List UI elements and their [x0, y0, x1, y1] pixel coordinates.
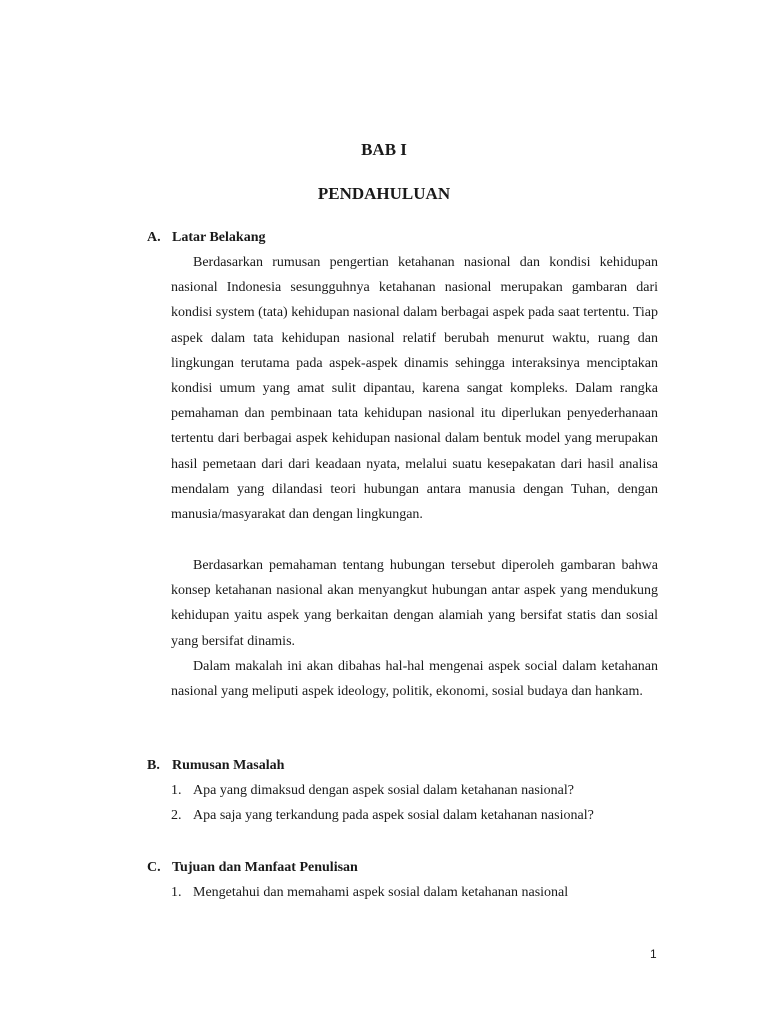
- list-text: Apa yang dimaksud dengan aspek sosial dalam ketahanan nasional?: [193, 783, 574, 798]
- section-c-heading: [147, 860, 358, 876]
- chapter-title: PENDAHULUAN: [317, 184, 451, 203]
- section-b-title: Rumusan Masalah: [172, 758, 285, 773]
- list-number: 2.: [171, 808, 182, 823]
- section-a-paragraph-3: Dalam makalah ini akan dibahas hal-hal mengenai aspek social dalam ketahanan nasional yang meliputi aspek ideology, politik, ekonomi, sosial budaya dan hankam.: [171, 659, 658, 700]
- section-a-paragraph-1: Berdasarkan rumusan pengertian ketahanan nasional dan kondisi kehidupan nasional Indonesia sesungguhnya ketahanan nasional merupakan gambaran dari kondisi system (tata) kehidupan nasional dalam berbagai aspek pada saat tertentu. Tiap aspek dalam tata kehidupan nasional relatif berubah menurut waktu, ruang dan lingkungan terutama pada aspek-aspek dinamis sehingga interaksinya menciptakan kondisi umum yang amat sulit dipantau, karena sangat kompleks. Dalam rangka pemahaman dan pembinaan tata kehidupan nasional itu diperlukan penyederhanaan tertentu dari berbagai aspek kehidupan nasional dalam bentuk model yang merupakan hasil pemetaan dari dari keadaan nyata, melalui suatu kesepakatan dari hasil analisa mendalam yang dilandasi teori hubungan antara manusia dengan Tuhan, dengan manusia/masyarakat dan dengan lingkungan.: [171, 255, 658, 523]
- section-a-heading: [147, 230, 265, 246]
- section-c-letter: C.: [147, 860, 161, 875]
- chapter-number: BAB I: [361, 140, 407, 159]
- section-b-list-item-1: [171, 783, 574, 799]
- list-number: 1.: [171, 783, 182, 798]
- section-c-list-item-1: [171, 885, 568, 901]
- section-b-list-item-2: [171, 808, 594, 824]
- section-c-title: Tujuan dan Manfaat Penulisan: [172, 860, 358, 875]
- section-a-paragraph-2: Berdasarkan pemahaman tentang hubungan tersebut diperoleh gambaran bahwa konsep ketahanan nasional akan menyangkut hubungan antar aspek yang mendukung kehidupan yaitu aspek yang berkaitan dengan alamiah yang bersifat statis dan sosial yang bersifat dinamis.: [171, 558, 658, 649]
- list-text: Apa saja yang terkandung pada aspek sosial dalam ketahanan nasional?: [193, 808, 594, 823]
- list-number: 1.: [171, 885, 182, 900]
- section-b-heading: [147, 758, 284, 774]
- section-a-letter: A.: [147, 230, 161, 245]
- section-b-letter: B.: [147, 758, 160, 773]
- page-number: 1: [650, 947, 657, 961]
- section-a-title: Latar Belakang: [172, 230, 266, 245]
- list-text: Mengetahui dan memahami aspek sosial dalam ketahanan nasional: [193, 885, 569, 900]
